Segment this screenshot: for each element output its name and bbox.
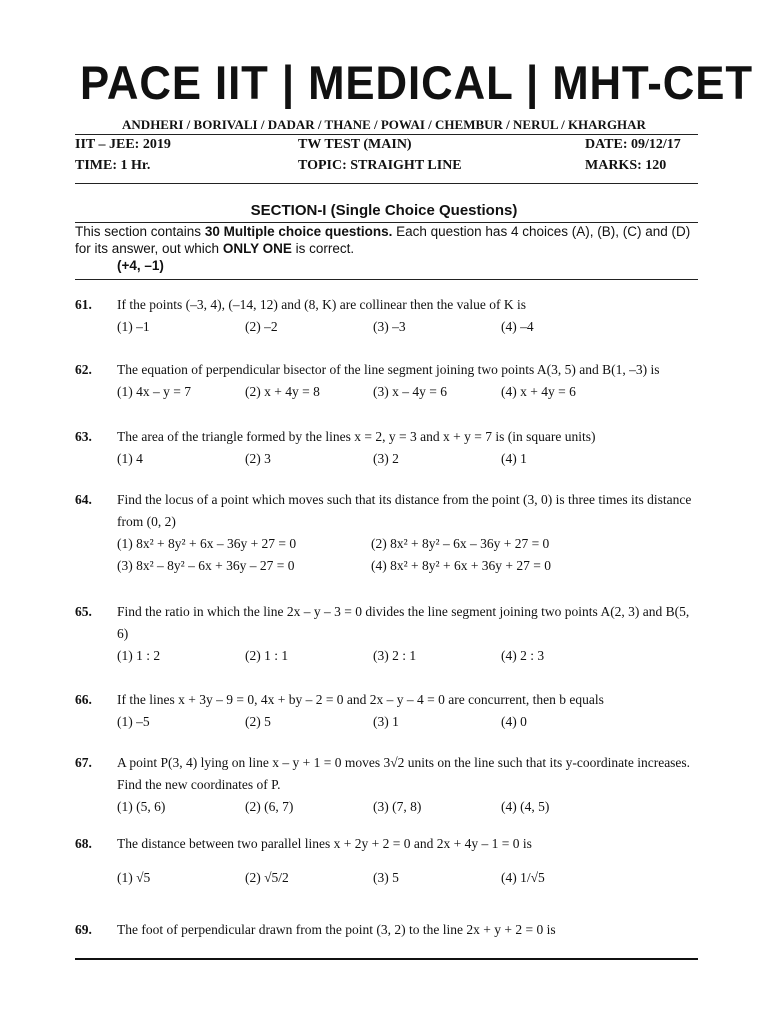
question-66 bbox=[75, 689, 700, 733]
question-text: Find the ratio in which the line 2x – y – 3 = 0 divides the line segment joining two points A(2, 3) and B(5, 6) bbox=[117, 604, 690, 641]
page-bottom-rule bbox=[75, 958, 698, 960]
header-rule-bottom bbox=[75, 183, 698, 184]
option-4: (4) 8x² + 8y² + 6x + 36y + 27 = 0 bbox=[371, 558, 552, 573]
option-4: (4) 0 bbox=[501, 714, 527, 729]
option-2: (2) 3 bbox=[245, 451, 271, 466]
question-number: 68. bbox=[75, 836, 92, 851]
test-label: TW TEST (MAIN) bbox=[298, 137, 412, 152]
question-text: A point P(3, 4) lying on line x – y + 1 = 0 moves 3√2 units on the line such that its y-coordinate increases. Find the new coordinates of P. bbox=[117, 755, 691, 792]
pace-logo bbox=[80, 56, 753, 110]
question-text: Find the locus of a point which moves such that its distance from the point (3, 0) is three times its distance from (0, 2) bbox=[117, 492, 692, 529]
option-2: (2) 5 bbox=[245, 714, 271, 729]
section-instructions: This section contains 30 Multiple choice questions. Each question has 4 choices (A), (B), (C) and (D) for its answer, out which ONLY ONE is correct. (+4, –1) bbox=[75, 223, 700, 274]
option-4: (4) 2 : 3 bbox=[501, 648, 545, 663]
date-label: DATE: 09/12/17 bbox=[585, 137, 681, 152]
question-number: 65. bbox=[75, 604, 92, 619]
option-3: (3) –3 bbox=[373, 319, 406, 334]
question-number: 66. bbox=[75, 692, 92, 707]
header-rule-top bbox=[75, 134, 698, 135]
option-4: (4) –4 bbox=[501, 319, 534, 334]
question-69 bbox=[75, 919, 700, 941]
option-3: (3) 8x² – 8y² – 6x + 36y – 27 = 0 bbox=[117, 558, 295, 573]
question-text: If the lines x + 3y – 9 = 0, 4x + by – 2 = 0 and 2x – y – 4 = 0 are concurrent, then b equals bbox=[117, 692, 604, 707]
option-1: (1) 1 : 2 bbox=[117, 648, 161, 663]
option-1: (1) –5 bbox=[117, 714, 150, 729]
question-text: The distance between two parallel lines x + 2y + 2 = 0 and 2x + 4y – 1 = 0 is bbox=[117, 836, 532, 851]
option-2: (2) 1 : 1 bbox=[245, 648, 289, 663]
branches-line: ANDHERI / BORIVALI / DADAR / THANE / POWAI / CHEMBUR / NERUL / KHARGHAR bbox=[122, 117, 646, 132]
option-4: (4) 1 bbox=[501, 451, 527, 466]
section-title: SECTION-I (Single Choice Questions) bbox=[250, 202, 518, 219]
option-1: (1) 4 bbox=[117, 451, 143, 466]
option-3: (3) 2 bbox=[373, 451, 399, 466]
topic-label: TOPIC: STRAIGHT LINE bbox=[298, 158, 462, 173]
option-4: (4) 1/√5 bbox=[501, 870, 545, 885]
option-1: (1) –1 bbox=[117, 319, 150, 334]
question-text: The equation of perpendicular bisector of the line segment joining two points A(3, 5) and B(1, –3) is bbox=[117, 362, 660, 377]
time-label: TIME: 1 Hr. bbox=[75, 158, 151, 173]
marks-label: MARKS: 120 bbox=[585, 158, 667, 173]
question-text: The area of the triangle formed by the lines x = 2, y = 3 and x + y = 7 is (in square units) bbox=[117, 429, 596, 444]
question-61 bbox=[75, 294, 700, 338]
option-2: (2) (6, 7) bbox=[245, 799, 294, 814]
question-68 bbox=[75, 833, 700, 895]
option-3: (3) x – 4y = 6 bbox=[373, 384, 447, 399]
question-number: 61. bbox=[75, 297, 92, 312]
question-62 bbox=[75, 359, 700, 403]
question-67 bbox=[75, 752, 700, 818]
option-2: (2) –2 bbox=[245, 319, 278, 334]
option-3: (3) 5 bbox=[373, 870, 399, 885]
question-text: If the points (–3, 4), (–14, 12) and (8, K) are collinear then the value of K is bbox=[117, 297, 527, 312]
logo-text: PACE IIT | MEDICAL | MHT-CET bbox=[80, 56, 753, 109]
option-2: (2) √5/2 bbox=[245, 870, 289, 885]
instructions-rule bbox=[75, 279, 698, 280]
option-1: (1) 8x² + 8y² + 6x – 36y + 27 = 0 bbox=[117, 536, 297, 551]
exam-label: IIT – JEE: 2019 bbox=[75, 137, 171, 152]
question-text: The foot of perpendicular drawn from the point (3, 2) to the line 2x + y + 2 = 0 is bbox=[117, 922, 556, 937]
option-3: (3) 2 : 1 bbox=[373, 648, 417, 663]
option-3: (3) (7, 8) bbox=[373, 799, 422, 814]
option-4: (4) x + 4y = 6 bbox=[501, 384, 576, 399]
question-65 bbox=[75, 601, 700, 667]
option-1: (1) √5 bbox=[117, 870, 151, 885]
option-2: (2) x + 4y = 8 bbox=[245, 384, 320, 399]
marking-scheme: (+4, –1) bbox=[117, 258, 164, 273]
option-2: (2) 8x² + 8y² – 6x – 36y + 27 = 0 bbox=[371, 536, 550, 551]
question-number: 64. bbox=[75, 492, 92, 507]
question-64 bbox=[75, 489, 700, 577]
question-number: 69. bbox=[75, 922, 92, 937]
option-1: (1) 4x – y = 7 bbox=[117, 384, 191, 399]
question-63 bbox=[75, 426, 700, 470]
option-1: (1) (5, 6) bbox=[117, 799, 166, 814]
question-number: 67. bbox=[75, 755, 92, 770]
question-number: 62. bbox=[75, 362, 92, 377]
question-number: 63. bbox=[75, 429, 92, 444]
option-3: (3) 1 bbox=[373, 714, 399, 729]
option-4: (4) (4, 5) bbox=[501, 799, 550, 814]
